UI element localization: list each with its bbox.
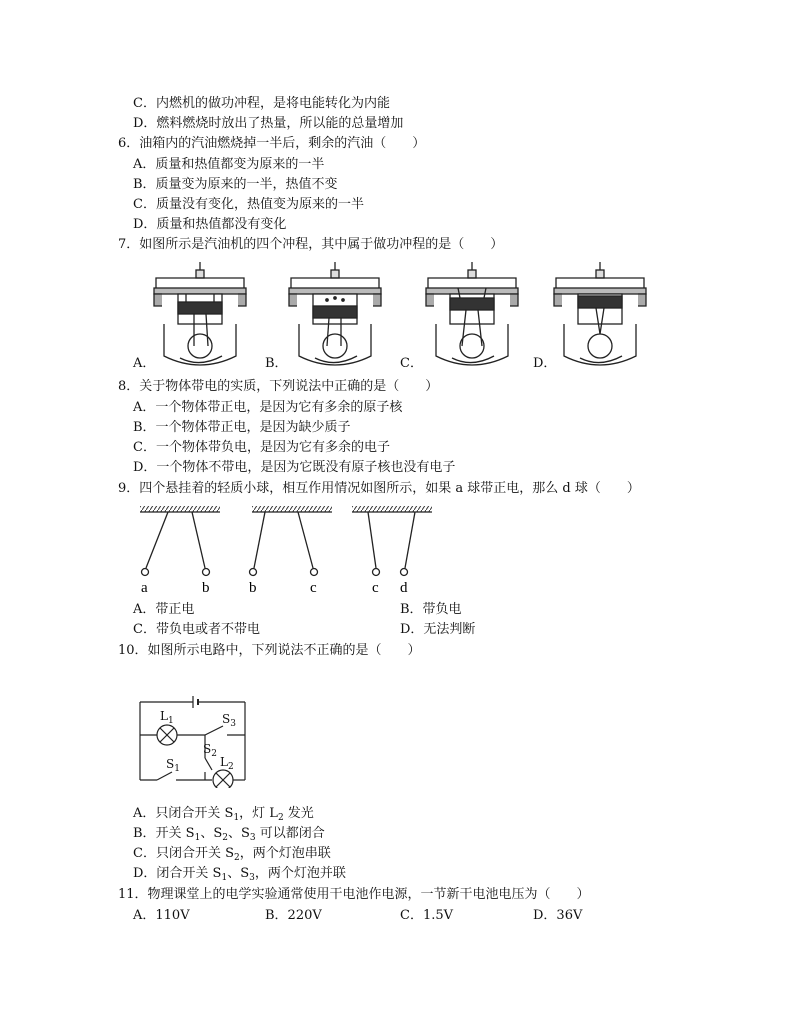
- q6-option-d: D．质量和热值都没有变化: [133, 217, 287, 232]
- q11-option-d: D．36V: [533, 908, 583, 923]
- q11-option-c: C．1.5V: [400, 908, 454, 923]
- label-s3: $S_3$: [222, 712, 236, 729]
- ball-label-c2: c: [372, 580, 379, 596]
- engine-figure-c: [422, 262, 522, 370]
- engine-figure-b: [285, 262, 385, 370]
- q9-option-d: D．无法判断: [400, 622, 476, 637]
- q8-stem: 8．关于物体带电的实质，下列说法中正确的是（ ）: [118, 379, 439, 394]
- engine-figure-d: [550, 262, 650, 370]
- q5-option-c: C．内燃机的做功冲程，是将电能转化为内能: [133, 96, 390, 111]
- ball-label-a: a: [141, 580, 148, 596]
- ball-label-d: d: [400, 580, 408, 596]
- label-s2: $S_2$: [203, 742, 217, 759]
- q10-option-a: A．只闭合开关 $S_1$，灯 $L_2$ 发光: [133, 806, 314, 823]
- q9-option-c: C．带负电或者不带电: [133, 622, 260, 637]
- q9-stem: 9．四个悬挂着的轻质小球，相互作用情况如图所示，如果 a 球带正电，那么 d 球（ ）: [118, 481, 640, 496]
- engine-label-b: B．: [265, 356, 288, 371]
- engine-figure-a: [150, 262, 250, 370]
- q6-option-b: B．质量变为原来的一半，热值不变: [133, 177, 338, 192]
- ball-label-b2: b: [249, 580, 257, 596]
- ball-label-b: b: [202, 580, 210, 596]
- q5-option-d: D．燃料燃烧时放出了热量，所以能的总量增加: [133, 116, 404, 131]
- q6-option-a: A．质量和热值都变为原来的一半: [133, 157, 325, 172]
- q11-option-b: B．220V: [265, 908, 322, 923]
- q6-stem: 6．油箱内的汽油燃烧掉一半后，剩余的汽油（ ）: [118, 136, 426, 151]
- q10-option-d: D．闭合开关 $S_1$、$S_3$，两个灯泡并联: [133, 866, 346, 883]
- q11-option-a: A．110V: [133, 908, 190, 923]
- q8-option-a: A．一个物体带正电，是因为它有多余的原子核: [133, 400, 403, 415]
- ball-label-c: c: [310, 580, 317, 596]
- q9-option-a: A．带正电: [133, 602, 195, 617]
- q9-option-b: B．带负电: [400, 602, 462, 617]
- q6-option-c: C．质量没有变化，热值变为原来的一半: [133, 197, 364, 212]
- q7-stem: 7．如图所示是汽油机的四个冲程，其中属于做功冲程的是（ ）: [118, 237, 504, 252]
- q11-stem: 11．物理课堂上的电学实验通常使用干电池作电源，一节新干电池电压为（ ）: [118, 887, 590, 902]
- circuit-diagram: [130, 688, 255, 788]
- engine-label-c: C．: [400, 356, 423, 371]
- label-l2: $L_2$: [220, 755, 234, 772]
- label-l1: $L_1$: [160, 709, 174, 726]
- q10-option-c: C．只闭合开关 $S_2$，两个灯泡串联: [133, 846, 331, 863]
- q10-stem: 10．如图所示电路中，下列说法不正确的是（ ）: [118, 643, 421, 658]
- hanging-balls-figure: [130, 504, 440, 596]
- engine-label-a: A．: [133, 356, 156, 371]
- q8-option-d: D．一个物体不带电，是因为它既没有原子核也没有电子: [133, 460, 456, 475]
- q8-option-b: B．一个物体带正电，是因为缺少质子: [133, 420, 351, 435]
- label-s1: $S_1$: [166, 757, 180, 774]
- engine-label-d: D．: [533, 356, 557, 371]
- q8-option-c: C．一个物体带负电，是因为它有多余的电子: [133, 440, 390, 455]
- q10-option-b: B．开关 $S_1$、$S_2$、$S_3$ 可以都闭合: [133, 826, 325, 843]
